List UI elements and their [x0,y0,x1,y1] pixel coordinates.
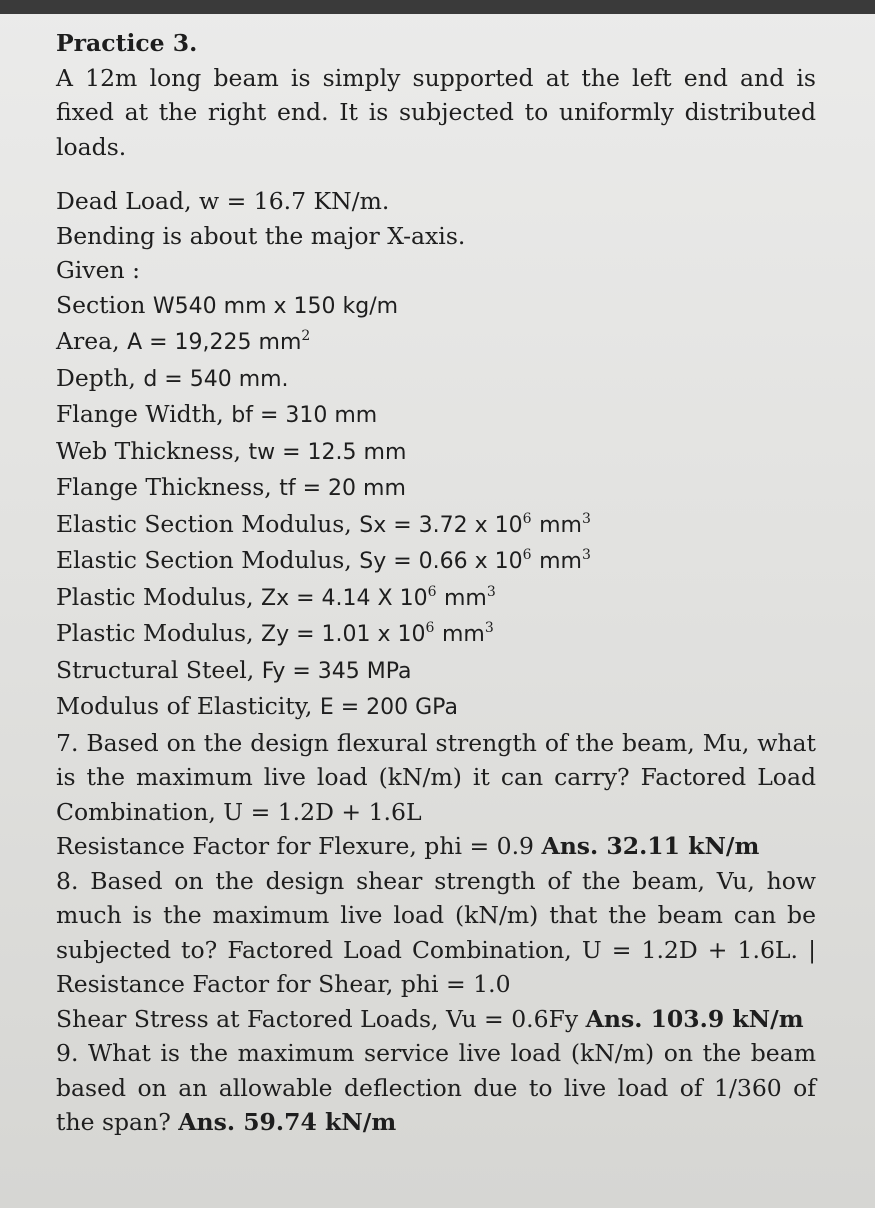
given-item-value: tw = 12.5 mm [248,439,407,465]
given-item-label: Elastic Section Modulus, [56,546,352,574]
top-edge-bar [0,0,875,14]
question-9-answer: Ans. 59.74 kN/m [178,1108,397,1136]
given-item-value: A = 19,225 mm [127,330,302,355]
given-item-unit-exponent: 3 [581,547,591,564]
given-item [56,689,816,726]
given-item-value: E = 200 GPa [319,695,458,720]
given-item-label: Modulus of Elasticity, [56,692,313,720]
given-item-label: Web Thickness, [56,436,242,465]
given-item-unit: mm [539,549,582,574]
given-item [56,361,816,398]
given-label: Given : [56,256,140,284]
given-item [56,288,816,325]
question-8-text: 8. Based on the design shear strength of the beam, Vu, how much is the maximum live load (kN/m) that the beam can be subjected to? Factored Load Combination, U = 1.2D + 1.6L. | Resistance Factor for Shear, phi = 1.0 [56,866,816,998]
given-item-label: Depth, [56,363,136,392]
given-item-exponent: 6 [522,510,532,527]
given-item-exponent: 6 [425,620,435,637]
question-8-answer: Ans. 103.9 kN/m [585,1004,804,1033]
given-item-exponent: 6 [427,583,437,600]
given-item-unit: mm [444,585,487,611]
problem-text [56,26,816,1140]
given-item [56,507,816,544]
question-7-text: 7. Based on the design flexural strength of the beam, Mu, what is the maximum live load (kN/m) it can carry? Factored Load Combination, U = 1.2D + 1.6L [56,728,816,826]
given-item-value: Sx = 3.72 x 10 [359,512,523,538]
question-7-answer: Ans. 32.11 kN/m [541,832,760,860]
problem-intro: A 12m long beam is simply supported at the left end and is fixed at the right end. It is subjected to uniformly distributed loads. [56,63,816,161]
given-item-label: Plastic Modulus, [56,619,254,647]
given-item-unit-exponent: 3 [484,620,494,637]
given-item [56,653,816,690]
given-item-value: Zx = 4.14 X 10 [261,585,428,611]
given-item-value: bf = 310 mm [231,403,378,428]
dead-load: Dead Load, w = 16.7 KN/m. [56,187,390,215]
given-item [56,434,816,471]
bending-axis: Bending is about the major X-axis. [56,221,466,250]
question-7-factor-line [56,829,816,864]
given-item [56,397,816,434]
given-item-value: d = 540 mm. [143,366,289,392]
question-9 [56,1036,816,1140]
given-item-label: Flange Thickness, [56,473,272,501]
given-item-value: Zy = 1.01 x 10 [261,622,426,647]
question-7-factor: Resistance Factor for Flexure, phi = 0.9 [56,832,534,860]
question-8-factor-line [56,1002,816,1037]
given-item-label: Structural Steel, [56,655,255,684]
given-item-exponent: 2 [301,328,311,345]
given-item-label: Area, [56,327,120,355]
given-item [56,470,816,507]
given-item-label: Flange Width, [56,400,224,428]
given-item-label: Section [56,290,146,319]
given-item-unit: mm [539,512,582,538]
problem-title: Practice 3. [56,29,198,57]
given-item-unit-exponent: 3 [581,510,591,527]
question-7 [56,726,816,830]
given-item-value: Fy = 345 MPa [261,658,412,684]
question-8-factor: Shear Stress at Factored Loads, Vu = 0.6Fy [56,1004,579,1033]
question-8 [56,864,816,1002]
given-item-label: Elastic Section Modulus, [56,509,352,538]
given-item-exponent: 6 [522,547,532,564]
given-item [56,616,816,653]
given-item-unit: mm [441,622,485,647]
given-item-value: tf = 20 mm [279,476,406,501]
given-item-unit-exponent: 3 [486,583,496,600]
question-9-text: 9. What is the maximum service live load (kN/m) on the beam based on an allowable deflection due to live load of 1/360 of the span? [56,1039,816,1136]
given-item [56,543,816,580]
given-list [56,288,816,726]
given-item [56,324,816,361]
given-item-value: W540 mm x 150 kg/m [152,293,399,319]
given-item [56,580,816,617]
given-item-value: Sy = 0.66 x 10 [359,549,523,574]
given-item-label: Plastic Modulus, [56,582,254,611]
